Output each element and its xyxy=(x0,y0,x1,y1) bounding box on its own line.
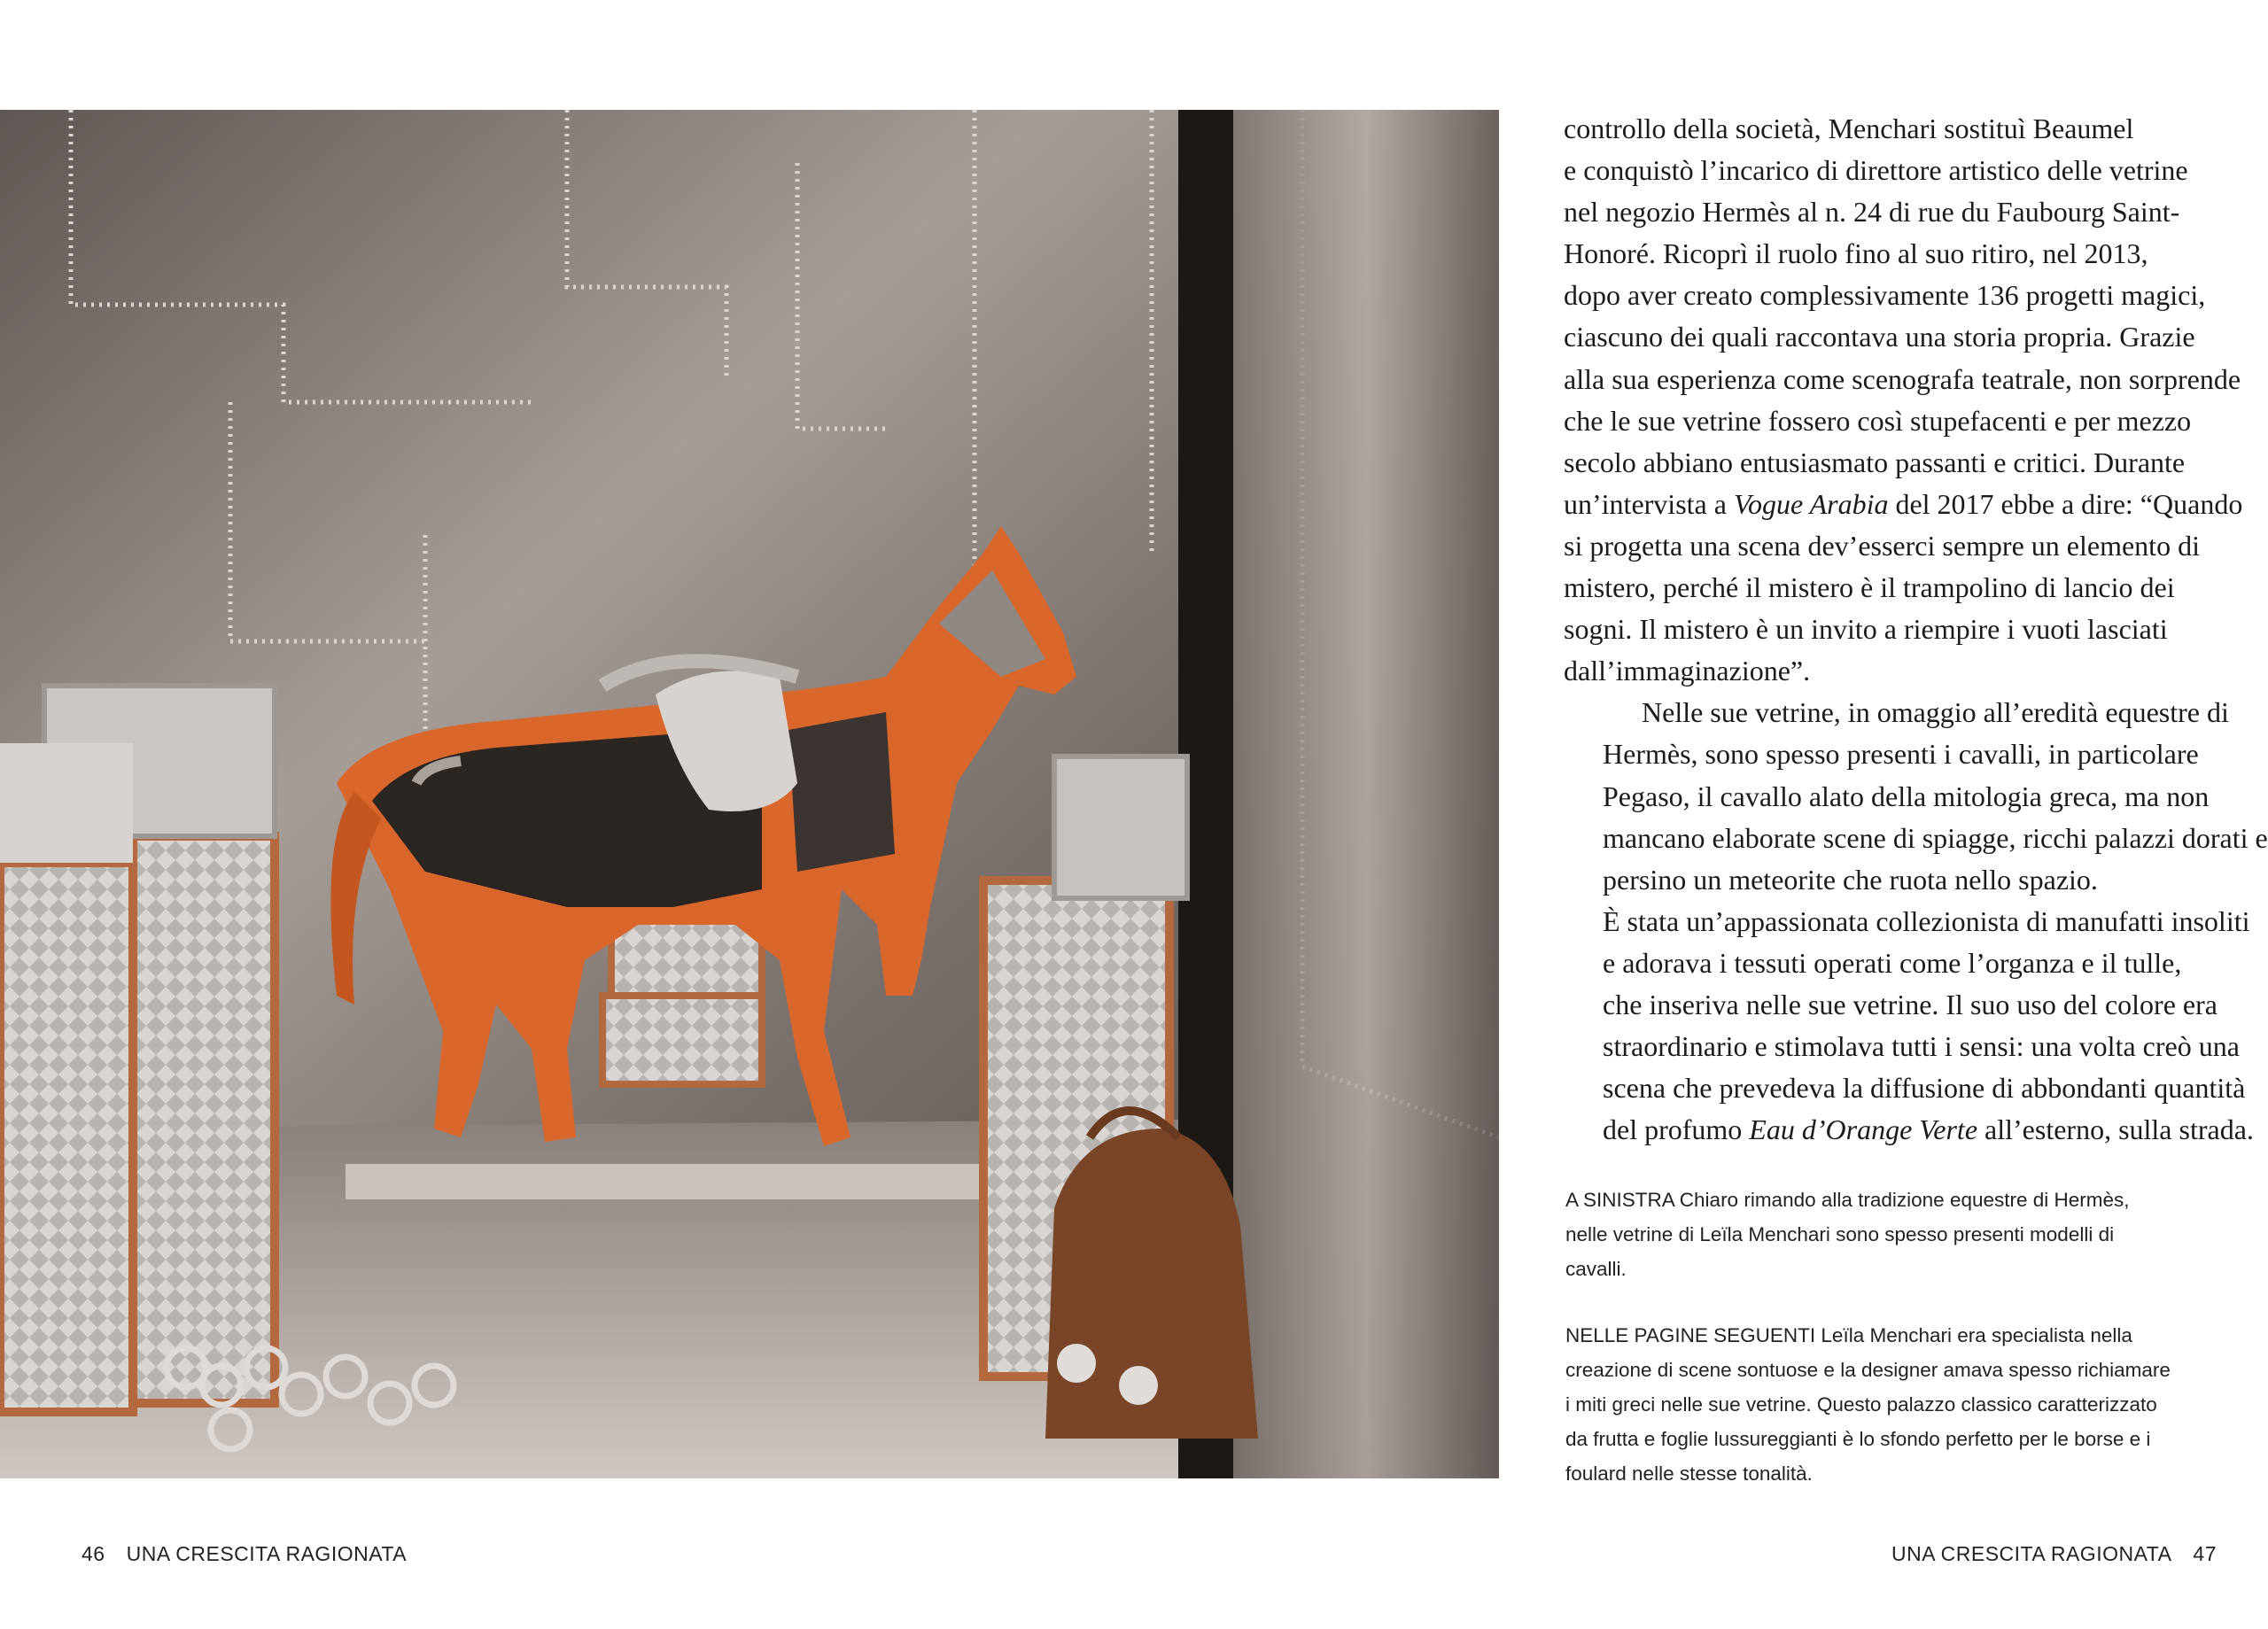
page-number-left: 46 xyxy=(82,1542,105,1565)
text-line: del profumo Eau d’Orange Verte all’esterno, sulla strada. xyxy=(1603,1113,2254,1146)
running-title-right: UNA CRESCITA RAGIONATA xyxy=(1891,1542,2172,1565)
body-text xyxy=(1564,108,2268,1151)
text-line: straordinario e stimolava tutti i sensi: una volta creò una xyxy=(1603,1030,2240,1063)
running-title-left: UNA CRESCITA RAGIONATA xyxy=(126,1542,408,1565)
text-line: che inseriva nelle sue vetrine. Il suo uso del colore era xyxy=(1603,988,2218,1020)
text-line: che le sue vetrine fossero così stupefacenti e per mezzo xyxy=(1564,404,2192,437)
text-line: e adorava i tessuti operati come l’organza e il tulle, xyxy=(1603,946,2182,979)
caption-next-pages xyxy=(1565,1318,2186,1491)
horse-window-display-illustration xyxy=(0,110,1499,1478)
text-line: e conquistò l’incarico di direttore artistico delle vetrine xyxy=(1564,154,2188,187)
paragraph-1 xyxy=(1564,108,2243,692)
caption-line: i miti greci nelle sue vetrine. Questo palazzo classico caratterizzato xyxy=(1565,1393,2157,1416)
text-line: alla sua esperienza come scenografa teatrale, non sorprende xyxy=(1564,362,2241,395)
caption-line: A SINISTRA Chiaro rimando alla tradizione equestre di Hermès, xyxy=(1565,1189,2130,1211)
caption-line: nelle vetrine di Leïla Menchari sono spesso presenti modelli di xyxy=(1565,1223,2115,1245)
text-line: un’intervista a Vogue Arabia del 2017 ebbe a dire: “Quando xyxy=(1564,487,2243,520)
perfume-name: Eau d’Orange Verte xyxy=(1749,1113,1978,1146)
text-line: mancano elaborate scene di spiagge, ricchi palazzi dorati e xyxy=(1603,821,2268,854)
text-line: Honoré. Ricoprì il ruolo fino al suo ritiro, nel 2013, xyxy=(1564,237,2148,270)
text-line: sogni. Il mistero è un invito a riempire i vuoti lasciati xyxy=(1564,613,2168,646)
text-line: È stata un’appassionata collezionista di manufatti insoliti xyxy=(1603,904,2250,937)
caption-line: cavalli. xyxy=(1565,1258,1627,1280)
text-line: Pegaso, il cavallo alato della mitologia greca, ma non xyxy=(1603,780,2210,812)
caption-line: da frutta e foglie lussureggianti è lo sfondo perfetto per le borse e i xyxy=(1565,1428,2151,1450)
text-line: ciascuno dei quali raccontava una storia propria. Grazie xyxy=(1564,321,2195,353)
caption-left xyxy=(1565,1183,2186,1286)
folio-right xyxy=(1891,1542,2217,1566)
text-line: Hermès, sono spesso presenti i cavalli, in particolare xyxy=(1603,738,2199,771)
text-line: nel negozio Hermès al n. 24 di rue du Faubourg Saint- xyxy=(1564,196,2180,229)
text-line: dall’immaginazione”. xyxy=(1564,655,1811,687)
caption-line: creazione di scene sontuose e la designer amava spesso richiamare xyxy=(1565,1359,2171,1381)
text-line: si progetta una scena dev’esserci sempre un elemento di xyxy=(1564,529,2200,562)
text-line: controllo della società, Menchari sostituì Beaumel xyxy=(1564,112,2134,144)
folio-left xyxy=(82,1542,407,1566)
window-display-photo xyxy=(0,110,1499,1478)
magazine-title: Vogue Arabia xyxy=(1733,487,1889,520)
paragraph-2 xyxy=(1564,692,2268,1151)
text-line: mistero, perché il mistero è il trampolino di lancio dei xyxy=(1564,571,2175,604)
text-line: dopo aver creato complessivamente 136 progetti magici, xyxy=(1564,279,2206,312)
caption-line: NELLE PAGINE SEGUENTI Leïla Menchari era specialista nella xyxy=(1565,1324,2132,1346)
text-line: Nelle sue vetrine, in omaggio all’eredità equestre di xyxy=(1642,696,2229,729)
page-number-right: 47 xyxy=(2193,1542,2217,1565)
caption-line: foulard nelle stesse tonalità. xyxy=(1565,1462,1813,1485)
text-line: secolo abbiano entusiasmato passanti e critici. Durante xyxy=(1564,446,2186,478)
text-line: scena che prevedeva la diffusione di abbondanti quantità xyxy=(1603,1072,2246,1105)
text-line: persino un meteorite che ruota nello spazio. xyxy=(1603,863,2098,896)
